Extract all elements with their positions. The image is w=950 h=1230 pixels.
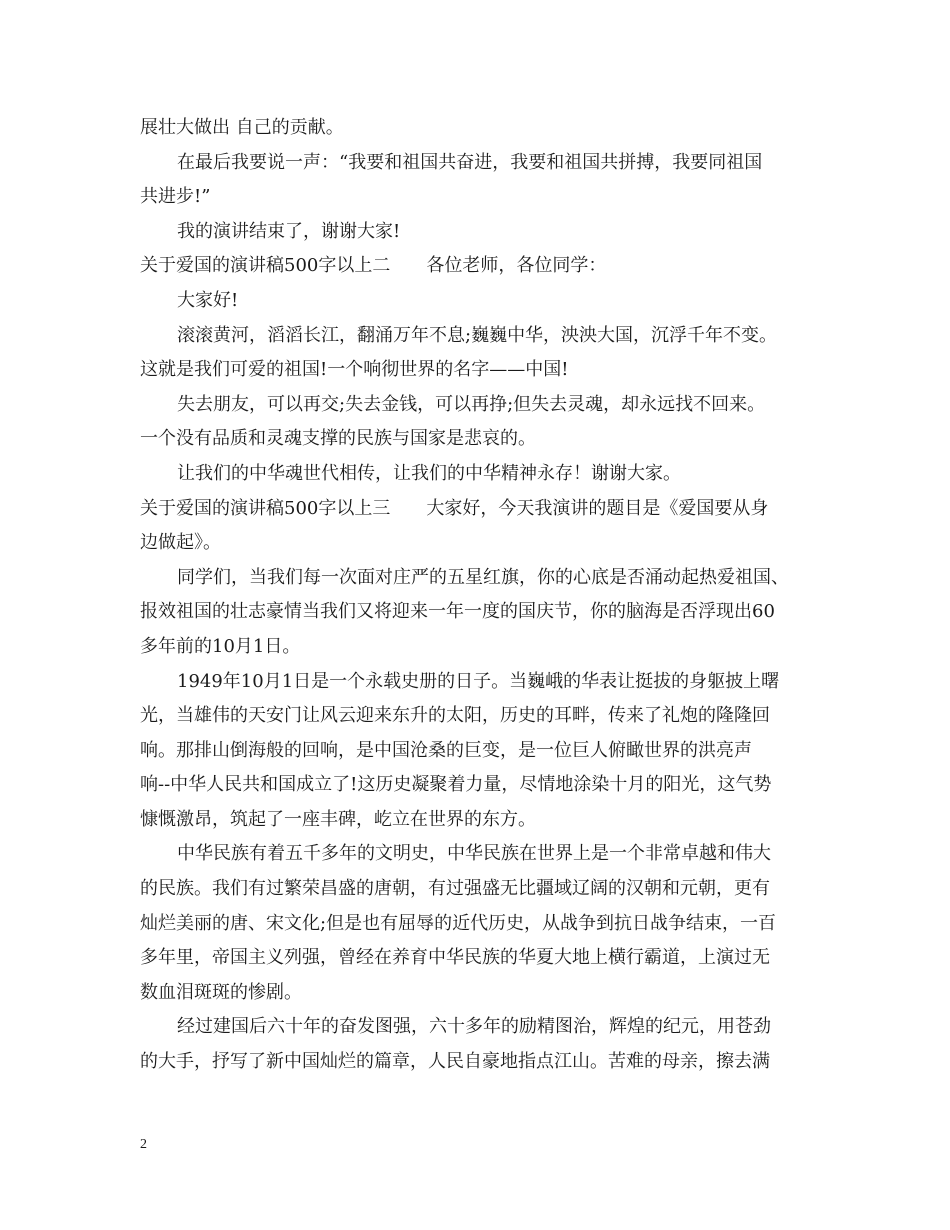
text-line: 滚滚黄河，滔滔长江，翻涌万年不息;巍巍中华，泱泱大国，沉浮千年不变。 [177, 324, 778, 346]
text-line: 展壮大做出 自己的贡献。 [140, 117, 344, 138]
text-line: 失去朋友，可以再交;失去金钱，可以再挣;但失去灵魂，却永远找不回来。 [177, 393, 766, 415]
text-line: 1949年10月1日是一个永载史册的日子。当巍峨的华表让挺拔的身躯披上曙 [177, 670, 780, 692]
section-heading-line [140, 492, 820, 527]
text-line: 这就是我们可爱的祖国!一个响彻世界的名字——中国! [140, 359, 569, 381]
text-line: 中华民族有着五千多年的文明史，中华民族在世界上是一个非常卓越和伟大 [177, 843, 771, 865]
text-line: 边做起》。 [140, 532, 221, 554]
text-line: 经过建国后六十年的奋发图强，六十多年的励精图治，辉煌的纪元，用苍劲 [177, 1016, 771, 1038]
text-line: 数血泪斑斑的惨剧。 [140, 981, 302, 1003]
text-line: 灿烂美丽的唐、宋文化;但是也有屈辱的近代历史，从战争到抗日战争结束，一百 [140, 912, 777, 934]
text-line: 慷慨激昂，筑起了一座丰碑，屹立在世界的东方。 [140, 808, 536, 830]
text-line: 响。那排山倒海般的回响，是中国沧桑的巨变，是一位巨人俯瞰世界的洪亮声 [140, 739, 752, 761]
text-line: 一个没有品质和灵魂支撑的民族与国家是悲哀的。 [140, 428, 536, 450]
salutation: 各位老师，各位同学： [426, 255, 607, 277]
text-line: 我的演讲结束了，谢谢大家! [177, 220, 401, 242]
text-line: 报效祖国的壮志豪情当我们又将迎来一年一度的国庆节，你的脑海是否浮现出60 [140, 601, 775, 623]
text-line: 让我们的中华魂世代相传，让我们的中华精神永存！谢谢大家。 [177, 462, 681, 484]
section-heading: 关于爱国的演讲稿500字以上三 [140, 497, 391, 519]
text-line: 多年里，帝国主义列强，曾经在养育中华民族的华夏大地上横行霸道，上演过无 [140, 947, 770, 969]
salutation: 大家好，今天我演讲的题目是《爱国要从身 [426, 497, 769, 519]
text-line: 多年前的10月1日。 [140, 635, 301, 657]
text-line: 在最后我要说一声：“我要和祖国共奋进，我要和祖国共拼搏，我要同祖国 [177, 151, 763, 173]
text-line: 共进步!” [140, 186, 211, 208]
section-heading-line [140, 249, 820, 284]
text-line: 光，当雄伟的天安门让风云迎来东升的太阳，历史的耳畔，传来了礼炮的隆隆回 [140, 705, 770, 727]
text-line: 大家好! [177, 289, 239, 311]
document-body [140, 111, 820, 1080]
text-line: 的民族。我们有过繁荣昌盛的唐朝，有过强盛无比疆域辽阔的汉朝和元朝，更有 [140, 878, 770, 900]
page-number: 2 [140, 1137, 147, 1152]
text-line: 的大手，抒写了新中国灿烂的篇章，人民自豪地指点江山。苦难的母亲，擦去满 [140, 1051, 770, 1073]
text-line: 同学们，当我们每一次面对庄严的五星红旗，你的心底是否涌动起热爱祖国、 [177, 566, 789, 588]
section-heading: 关于爱国的演讲稿500字以上二 [140, 255, 391, 277]
text-line: 响--中华人民共和国成立了!这历史凝聚着力量，尽情地涂染十月的阳光，这气势 [140, 774, 772, 796]
